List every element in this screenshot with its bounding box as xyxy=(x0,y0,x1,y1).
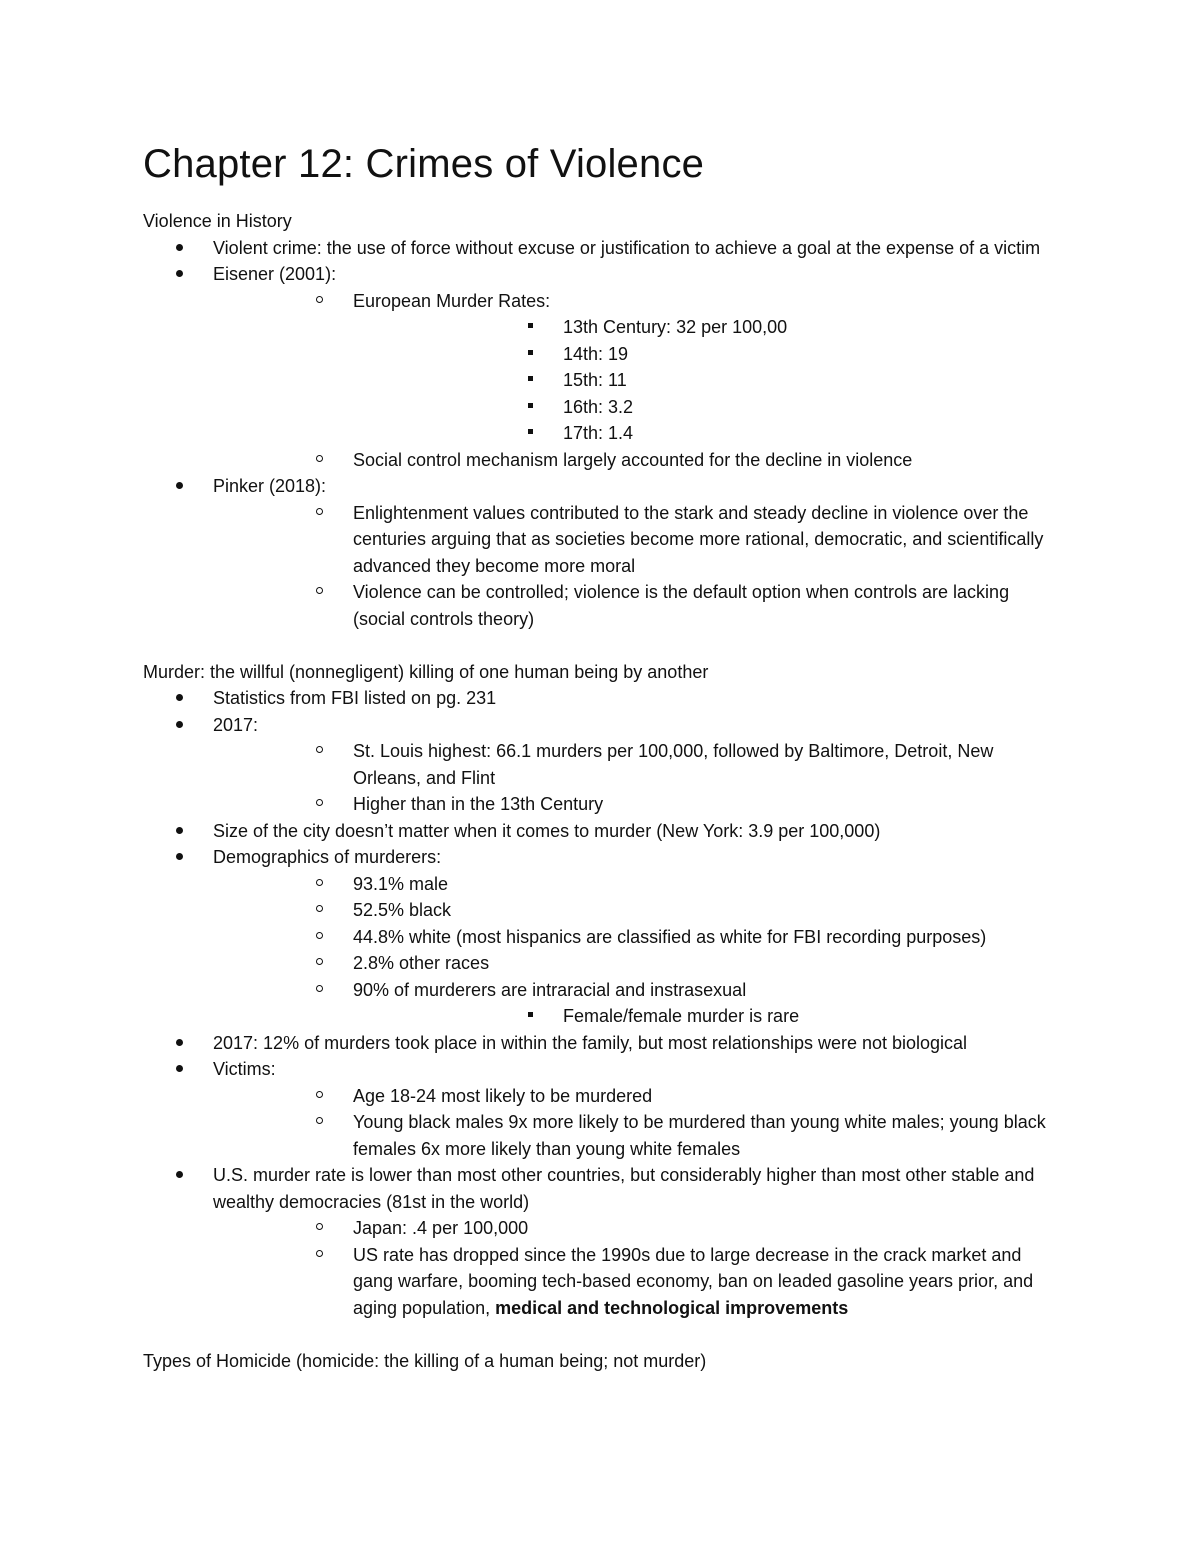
list-item xyxy=(213,1242,1063,1322)
list-item: Social control mechanism largely accounted for the decline in violence xyxy=(213,447,1063,474)
list-item: Higher than in the 13th Century xyxy=(213,791,1063,818)
list-item-text: US rate has dropped since the 1990s due to large decrease in the crack market and gang warfare, booming tech-based economy, ban on leaded gasoline years prior, and aging population, xyxy=(353,1244,1034,1318)
sublist xyxy=(213,871,1063,1030)
list-item: 2.8% other races xyxy=(213,950,1063,977)
list-item xyxy=(143,473,1063,632)
list-item: Japan: .4 per 100,000 xyxy=(213,1215,1063,1242)
list-item: Violent crime: the use of force without excuse or justification to achieve a goal at the expense of a victim xyxy=(143,235,1063,262)
page-title: Chapter 12: Crimes of Violence xyxy=(143,142,705,186)
list-item-label: Demographics of murderers: xyxy=(213,847,442,867)
sublist xyxy=(213,500,1063,633)
list-item-label: European Murder Rates: xyxy=(353,290,551,311)
spacer xyxy=(143,632,1063,659)
sublist xyxy=(213,738,1063,818)
list-item: 93.1% male xyxy=(213,871,1063,898)
spacer xyxy=(143,1321,1063,1348)
list-item-label: U.S. murder rate is lower than most other countries, but considerably higher than most other stable and wealthy democracies (81st in the world) xyxy=(213,1165,1035,1212)
list-item: 52.5% black xyxy=(213,897,1063,924)
murder-list xyxy=(143,685,1063,1321)
list-item-label: 90% of murderers are intraracial and instrasexual xyxy=(353,979,747,1000)
list-item: 17th: 1.4 xyxy=(353,420,1063,447)
list-item: 15th: 11 xyxy=(353,367,1063,394)
list-item-label: Pinker (2018): xyxy=(213,476,327,496)
sublist xyxy=(353,1003,1063,1030)
list-item: 14th: 19 xyxy=(353,341,1063,368)
section-heading-history: Violence in History xyxy=(143,211,292,231)
list-item: Enlightenment values contributed to the stark and steady decline in violence over the centuries arguing that as societies become more rational, democratic, and scientifically advanced they become more moral xyxy=(213,500,1063,580)
list-item xyxy=(143,261,1063,473)
sublist xyxy=(213,1083,1063,1163)
list-item: 2017: 12% of murders took place in within the family, but most relationships were not biological xyxy=(143,1030,1063,1057)
list-item: Statistics from FBI listed on pg. 231 xyxy=(143,685,1063,712)
list-item-label: 2017: xyxy=(213,714,259,735)
sublist xyxy=(353,314,1063,447)
document-page xyxy=(143,138,1063,1374)
history-list xyxy=(143,235,1063,633)
list-item-label: Victims: xyxy=(213,1059,276,1079)
list-item xyxy=(213,977,1063,1030)
list-item: 13th Century: 32 per 100,00 xyxy=(353,314,1063,341)
list-item: St. Louis highest: 66.1 murders per 100,000, followed by Baltimore, Detroit, New Orleans, and Flint xyxy=(213,738,1063,791)
list-item-label: Eisener (2001): xyxy=(213,264,337,284)
list-item: Young black males 9x more likely to be murdered than young white males; young black females 6x more likely than young white females xyxy=(213,1109,1063,1162)
list-item xyxy=(213,288,1063,447)
list-item: Violence can be controlled; violence is the default option when controls are lacking (social controls theory) xyxy=(213,579,1063,632)
list-item xyxy=(143,1162,1063,1321)
list-item xyxy=(143,712,1063,818)
list-item xyxy=(143,844,1063,1030)
list-item: 16th: 3.2 xyxy=(353,394,1063,421)
list-item: Female/female murder is rare xyxy=(353,1003,1063,1030)
list-item: Age 18-24 most likely to be murdered xyxy=(213,1083,1063,1110)
sublist xyxy=(213,288,1063,474)
list-item: Size of the city doesn’t matter when it comes to murder (New York: 3.9 per 100,000) xyxy=(143,818,1063,845)
bold-emphasis: medical and technological improvements xyxy=(495,1297,849,1318)
section-heading-murder: Murder: the willful (nonnegligent) killing of one human being by another xyxy=(143,661,709,682)
list-item xyxy=(143,1056,1063,1162)
section-heading-homicide: Types of Homicide (homicide: the killing of a human being; not murder) xyxy=(143,1350,707,1371)
list-item: 44.8% white (most hispanics are classified as white for FBI recording purposes) xyxy=(213,924,1063,951)
sublist xyxy=(213,1215,1063,1321)
